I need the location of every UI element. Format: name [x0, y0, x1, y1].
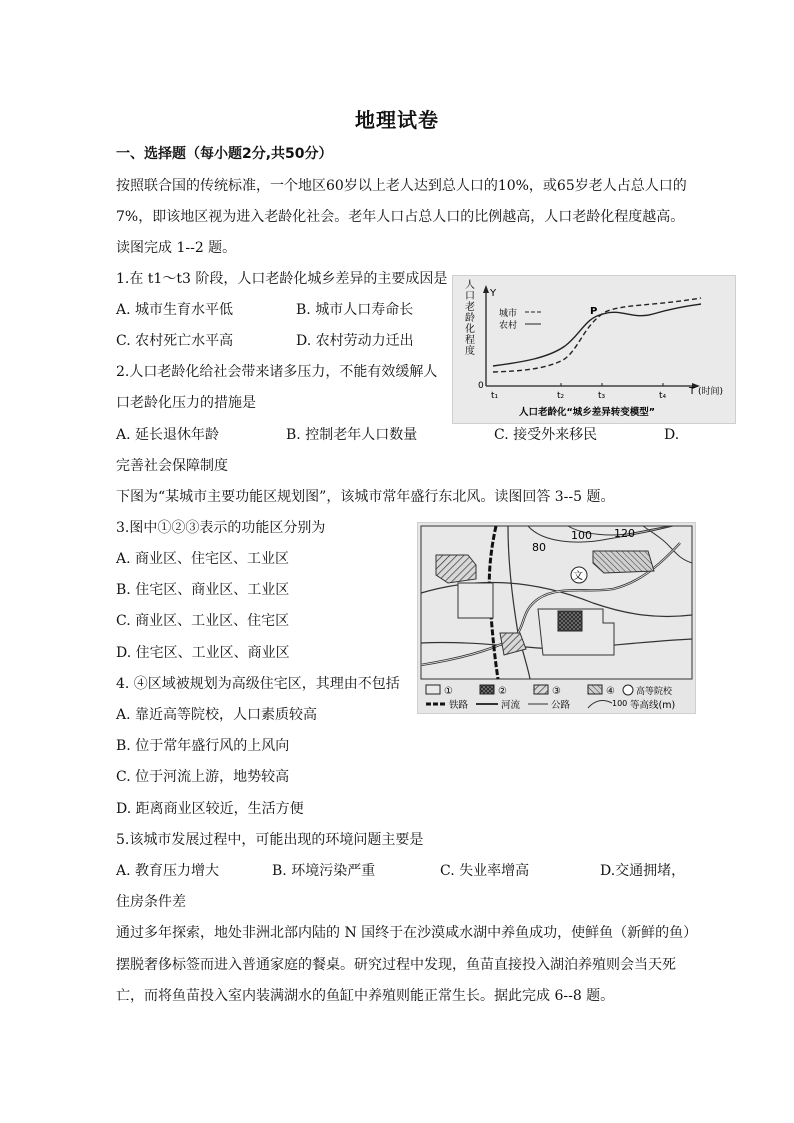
- x-axis-unit: (时间): [698, 387, 724, 397]
- q2-option-a: A. 延长退休年龄: [116, 427, 220, 443]
- y-label-char-1: 人: [465, 280, 475, 291]
- x-axis-letter: T: [689, 386, 696, 397]
- y-axis-label: [465, 278, 478, 357]
- q5-option-d: D.交通拥堵，: [600, 863, 686, 879]
- q5-option-a: A. 教育压力增大: [116, 863, 220, 879]
- legend-zone-3: ③: [552, 686, 561, 697]
- intro-line-1: 按照联合国的传统标准，一个地区60岁以上老人达到总人口的10%，或65岁老人占总人口的: [116, 178, 687, 194]
- legend-zone-2: ②: [498, 686, 507, 697]
- q5-option-c: C. 失业率增高: [440, 863, 530, 879]
- page-title: 地理试卷: [355, 108, 439, 132]
- legend-rural-label: 农村: [499, 321, 518, 331]
- zone-4: [593, 551, 654, 573]
- q3-stem: 3.图中①②③表示的功能区分别为: [116, 520, 326, 536]
- figure1-caption: 人口老龄化“城乡差异转变模型”: [519, 407, 655, 418]
- q2-option-d: D.: [664, 427, 680, 443]
- legend-contour: 等高线(m): [630, 700, 676, 711]
- y-label-char-7: 度: [465, 346, 475, 357]
- origin-label: 0: [478, 381, 484, 391]
- tick-label-t2: t₂: [557, 391, 565, 401]
- legend-zone-2-swatch: [480, 685, 494, 694]
- point-p-label: P: [590, 306, 598, 317]
- contour-label-120: 120: [614, 527, 635, 540]
- zone-1-west: [458, 583, 493, 618]
- y-label-char-4: 龄: [465, 313, 475, 324]
- legend-zone-1-swatch: [426, 685, 440, 694]
- q4-option-d: D. 距离商业区较近，生活方便: [116, 801, 304, 817]
- legend-railway: 铁路: [449, 700, 469, 711]
- q3-option-a: A. 商业区、住宅区、工业区: [116, 551, 290, 567]
- city-map-svg: [418, 523, 695, 713]
- q2-stem-line2: 口老龄化压力的措施是: [116, 395, 256, 411]
- legend-contour-value: 100: [612, 699, 628, 708]
- q3-option-c: C. 商业区、工业区、住宅区: [116, 613, 290, 629]
- city-zone-map: [417, 522, 696, 714]
- aging-model-figure: [452, 275, 736, 424]
- university-symbol: 文: [573, 571, 583, 582]
- contour-label-80: 80: [532, 541, 546, 554]
- zone-2: [558, 611, 582, 631]
- legend-zone-1: ①: [444, 686, 453, 697]
- tick-label-t1: t₁: [491, 391, 499, 401]
- q2-option-d-cont: 完善社会保障制度: [116, 458, 228, 474]
- q4-stem: 4. ④区域被规划为高级住宅区，其理由不包括: [116, 676, 400, 692]
- intro2-line: 下图为“某城市主要功能区规划图”，该城市常年盛行东北风。读图回答 3--5 题。: [116, 489, 615, 505]
- legend-urban-label: 城市: [499, 309, 518, 319]
- q2-stem-line1: 2.人口老龄化给社会带来诸多压力，不能有效缓解人: [116, 364, 438, 380]
- aging-model-chart: [453, 276, 735, 423]
- tick-label-t4: t₄: [659, 391, 667, 401]
- legend-university: 高等院校: [636, 687, 673, 697]
- q2-option-c: C. 接受外来移民: [494, 427, 598, 443]
- intro3-line-1: 通过多年探索，地处非洲北部内陆的 N 国终于在沙漠咸水湖中养鱼成功，使鲜鱼（新鲜的鱼）: [116, 925, 698, 941]
- y-axis-arrow: [483, 285, 489, 293]
- legend-zone-3-swatch: [534, 685, 548, 694]
- q5-stem: 5.该城市发展过程中，可能出现的环境问题主要是: [116, 832, 424, 848]
- legend-contour-line: [588, 700, 612, 708]
- q1-option-d: D. 农村劳动力迁出: [296, 333, 414, 349]
- y-axis-letter: Y: [490, 288, 497, 299]
- intro-line-2: 7%，即该地区视为进入老龄化社会。老年人口占总人口的比例越高，人口老龄化程度越高。: [116, 209, 685, 225]
- legend-zone-4: ④: [606, 686, 615, 697]
- tick-label-t3: t₃: [598, 391, 606, 401]
- legend-river: 河流: [501, 700, 521, 711]
- q5-option-d-cont: 住房条件差: [116, 894, 186, 910]
- y-label-char-2: 口: [465, 291, 475, 302]
- legend-road: 公路: [551, 700, 571, 711]
- intro-line-3: 读图完成 1--2 题。: [116, 240, 237, 256]
- zone-3-west: [436, 555, 476, 583]
- legend-university-icon: [623, 685, 633, 695]
- q2-option-b: B. 控制老年人口数量: [286, 427, 418, 443]
- q3-option-b: B. 住宅区、商业区、工业区: [116, 582, 290, 598]
- q1-option-c: C. 农村死亡水平高: [116, 333, 234, 349]
- intro3-line-2: 摆脱奢侈标签而进入普通家庭的餐桌。研究过程中发现，鱼苗直接投入湖泊养殖则会当天死: [116, 957, 676, 973]
- y-label-char-3: 老: [465, 302, 475, 313]
- contour-label-100: 100: [571, 529, 592, 542]
- y-label-char-6: 程: [465, 335, 475, 346]
- q5-option-b: B. 环境污染严重: [272, 863, 376, 879]
- q3-option-d: D. 住宅区、工业区、商业区: [116, 645, 290, 661]
- q1-option-b: B. 城市人口寿命长: [296, 302, 414, 318]
- q1-stem: 1.在 t1～t3 阶段，人口老龄化城乡差异的主要成因是: [116, 271, 448, 287]
- q4-option-c: C. 位于河流上游，地势较高: [116, 769, 290, 785]
- legend-zone-4-swatch: [588, 685, 602, 694]
- y-label-char-5: 化: [465, 324, 475, 335]
- intro3-line-3: 亡，而将鱼苗投入室内装满湖水的鱼缸中养殖则能正常生长。据此完成 6--8 题。: [116, 988, 615, 1004]
- q1-option-a: A. 城市生育水平低: [116, 302, 234, 318]
- q4-option-b: B. 位于常年盛行风的上风向: [116, 738, 290, 754]
- section-heading: 一、选择题（每小题2分,共50分）: [116, 146, 333, 162]
- q4-option-a: A. 靠近高等院校，人口素质较高: [116, 707, 318, 723]
